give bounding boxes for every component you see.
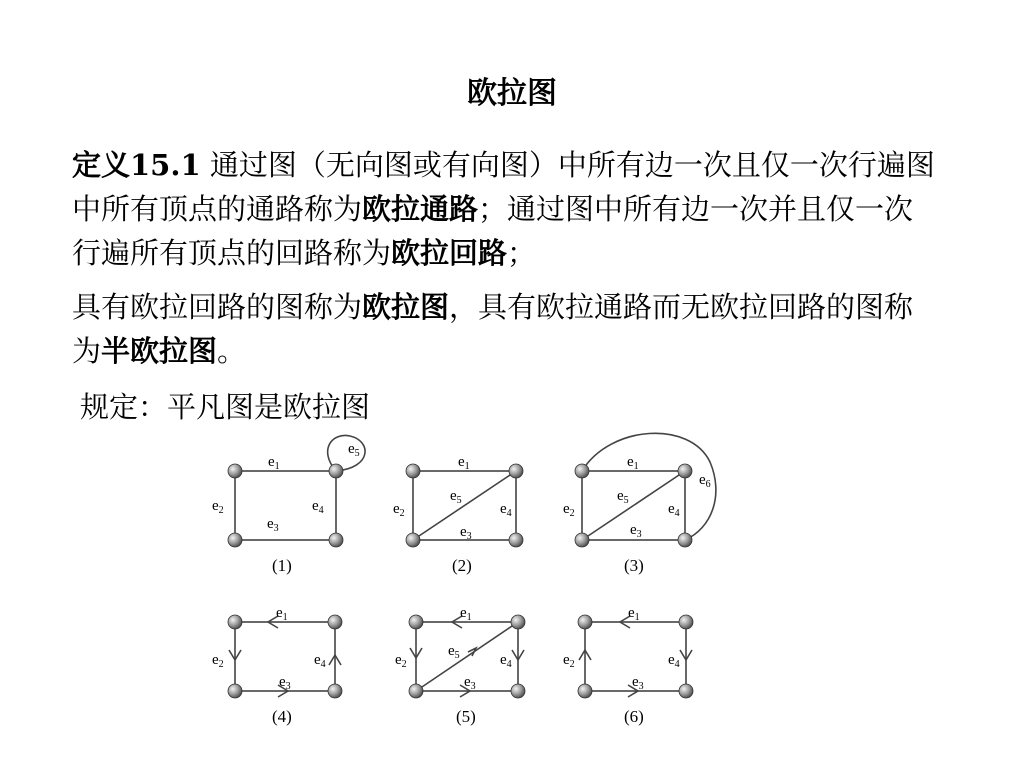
term-euler-path: 欧拉通路 (362, 192, 479, 226)
graph-3-e4: $e_4$ (668, 501, 680, 519)
graph-1-e5: $e_5$ (348, 441, 360, 459)
graph-5-e5: $e_5$ (448, 643, 460, 661)
edge-label: e (212, 498, 219, 514)
edge-label: e (312, 498, 319, 514)
edge-label: e (448, 643, 455, 659)
graph-6-e1: $e_1$ (628, 605, 640, 623)
edge-label: e (348, 441, 355, 457)
graph-2-e4: $e_4$ (500, 501, 512, 519)
graph-1-e3: $e_3$ (267, 516, 279, 534)
rule-text: 规定：平凡图是欧拉图 (80, 390, 371, 424)
vertex (409, 615, 423, 629)
vertex (228, 615, 242, 629)
graph-1-e1: $e_1$ (268, 454, 280, 472)
graph-4-e2: $e_2$ (212, 652, 224, 670)
edge-label: e (500, 652, 507, 668)
edge-label: e (450, 488, 457, 504)
vertex (578, 615, 592, 629)
edge-label: e (630, 522, 637, 538)
graph-5-e3: $e_3$ (464, 674, 476, 692)
graph-4-e1: $e_1$ (276, 605, 288, 623)
euler-text-2: ，具有欧拉通路而无欧拉回路的图称为 (72, 290, 914, 368)
term-euler-graph: 欧拉图 (362, 290, 450, 324)
edge-label: e (460, 605, 467, 621)
graph-5-e4: $e_4$ (500, 652, 512, 670)
vertex (511, 615, 525, 629)
edge-label: e (268, 454, 275, 470)
edge-label: e (212, 652, 219, 668)
graph-2-e1: $e_1$ (458, 454, 470, 472)
vertex (575, 533, 589, 547)
edge-label: e (464, 674, 471, 690)
graph-3-e5: $e_5$ (617, 488, 629, 506)
page-title: 欧拉图 (467, 76, 557, 111)
vertex (406, 533, 420, 547)
vertex (228, 464, 242, 478)
graph-2-e3: $e_3$ (460, 524, 472, 542)
graph-3-caption: (3) (624, 556, 644, 575)
vertex (328, 684, 342, 698)
definition-text-2: ；通过图中所有边一次并且仅一次行遍所有顶点的回路称为 (72, 192, 914, 270)
vertex (678, 464, 692, 478)
euler-text-1: 具有欧拉回路的图称为 (72, 290, 363, 324)
vertex (409, 684, 423, 698)
graph-6-e4: $e_4$ (668, 652, 680, 670)
edge-label: e (395, 652, 402, 668)
vertex (575, 464, 589, 478)
graph-4-caption: (4) (272, 707, 292, 726)
graph-2-e5: $e_5$ (450, 488, 462, 506)
definition-text-3: ； (507, 236, 537, 270)
graph-4-e4: $e_4$ (314, 652, 326, 670)
edge-label: e (460, 524, 467, 540)
term-euler-circuit: 欧拉回路 (391, 236, 508, 270)
graph-1-e2: $e_2$ (212, 498, 224, 516)
edge-label: e (668, 501, 675, 517)
graph-3-arc (582, 433, 716, 540)
graph-1-caption: (1) (272, 556, 292, 575)
edge-label: e (314, 652, 321, 668)
edge-label: e (699, 472, 706, 488)
definition-label: 定义15.1 (72, 148, 201, 182)
graph-3-e6: $e_6$ (699, 472, 711, 490)
edge-label: e (563, 652, 570, 668)
vertex (406, 464, 420, 478)
graph-6-caption: (6) (624, 707, 644, 726)
vertex (228, 533, 242, 547)
vertex (509, 533, 523, 547)
graph-3-e1: $e_1$ (627, 454, 639, 472)
term-semi-euler-graph: 半欧拉图 (101, 334, 218, 368)
edge-label: e (276, 605, 283, 621)
vertex (678, 533, 692, 547)
edge-label: e (563, 501, 570, 517)
graph-2-caption: (2) (452, 556, 472, 575)
edge-label: e (279, 674, 286, 690)
edge-label: e (628, 605, 635, 621)
vertex (329, 533, 343, 547)
graph-5-e2: $e_2$ (395, 652, 407, 670)
graph-1-labels (212, 441, 360, 534)
vertex (509, 464, 523, 478)
graph-4-e3: $e_3$ (279, 674, 291, 692)
graph-3-e3: $e_3$ (630, 522, 642, 540)
graph-1-e4: $e_4$ (312, 498, 324, 516)
vertex (228, 684, 242, 698)
definition-text-1: 通过图（无向图或有向图）中所有边一次且仅一次行遍图中所有顶点的通路称为 (72, 148, 935, 226)
graph-5-e1: $e_1$ (460, 605, 472, 623)
edge-label: e (668, 652, 675, 668)
vertex (328, 615, 342, 629)
graph-3 (582, 433, 716, 540)
vertex (329, 464, 343, 478)
edge-label: e (393, 501, 400, 517)
edge-label: e (267, 516, 274, 532)
edge-label: e (632, 674, 639, 690)
euler-text-3: 。 (217, 334, 247, 368)
vertex (511, 684, 525, 698)
graph-1 (235, 435, 365, 540)
graph-6-e2: $e_2$ (563, 652, 575, 670)
edge-label: e (500, 501, 507, 517)
vertex (679, 615, 693, 629)
vertex (578, 684, 592, 698)
graph-2-e2: $e_2$ (393, 501, 405, 519)
edge-label: e (458, 454, 465, 470)
vertex (679, 684, 693, 698)
edge-label: e (617, 488, 624, 504)
graph-5-caption: (5) (456, 707, 476, 726)
graph-3-e2: $e_2$ (563, 501, 575, 519)
graph-6-e3: $e_3$ (632, 674, 644, 692)
edge-label: e (627, 454, 634, 470)
